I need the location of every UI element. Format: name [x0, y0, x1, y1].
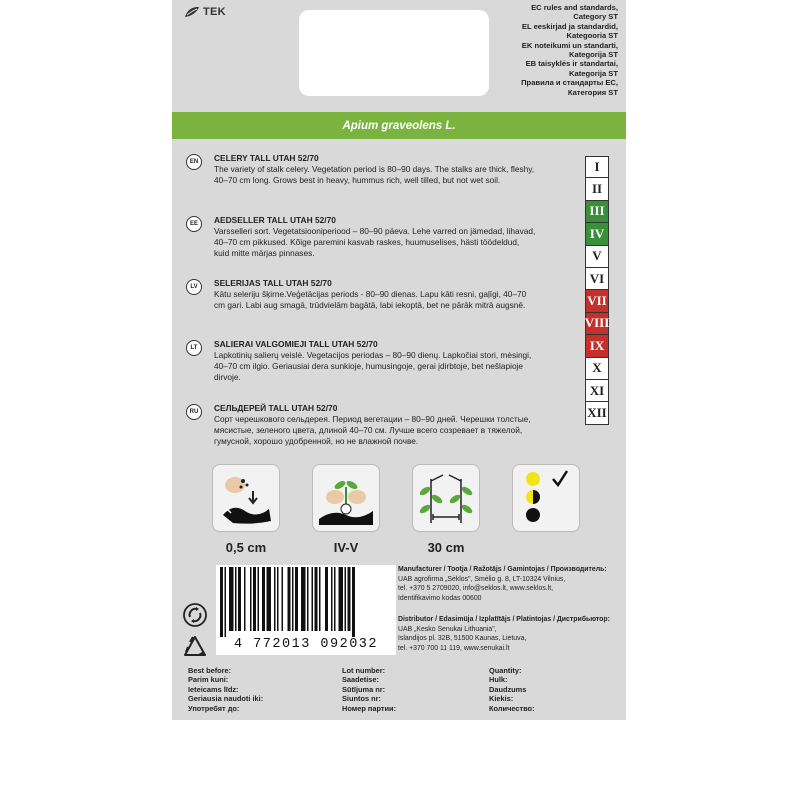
variety-title: СЕЛЬДЕРЕЙ TALL UTAH 52/70 — [214, 403, 338, 413]
lot-number-labels — [342, 666, 396, 713]
footer-label: Количество: — [489, 703, 535, 713]
description-line: гумусной, хорошо удобренной, но не влажной почве. — [214, 436, 419, 447]
best-before-labels — [188, 666, 263, 713]
plant-spacing-icon — [412, 464, 480, 532]
variety-title: SALIERAI VALGOMIEJI TALL UTAH 52/70 — [214, 339, 378, 349]
barcode — [216, 565, 396, 655]
variety-title: SELERIJAS TALL UTAH 52/70 — [214, 278, 332, 288]
footer-label: Parim kuni: — [188, 675, 229, 685]
footer-label: Употребят до: — [188, 703, 240, 713]
footer-label: Ieteicams līdz: — [188, 684, 239, 694]
seed-packet-back — [172, 0, 626, 720]
distributor-line: UAB „Kesko Senukai Lithuania", — [398, 625, 497, 633]
sowing-depth-icon — [212, 464, 280, 532]
month-cell: VIII — [585, 313, 609, 335]
manufacturer-heading: Manufacturer / Tootja / Ražotājs / Gamintojas / Производитель: — [398, 566, 607, 573]
variety-description — [214, 414, 586, 448]
distributor-line: Islandijos pl. 32B, 51500 Kaunas, Lietuva, — [398, 635, 527, 642]
language-badge: LV — [186, 279, 202, 295]
description-line: Varsselleri sort. Vegetatsiooniperiood – 80–90 päeva. Lehe varred on jämedad, lihavad, — [214, 226, 536, 236]
footer-label: Saadetise: — [342, 675, 379, 685]
standards-line: EB taisyklės ir standartai, — [525, 59, 618, 69]
description-line: Сорт черешкового сельдерея. Период вегетации – 80–90 дней. Черешки толстые, — [214, 414, 531, 424]
standards-line: Kategooria ST — [566, 31, 618, 41]
standards-line: EL eeskirjad ja standardid, — [521, 21, 618, 31]
footer-label: Best before: — [188, 666, 232, 675]
species-title: Apium graveolens L. — [342, 119, 456, 132]
description-line: 40–70 cm long. Grows best in heavy, hummus rich, well tilled, but not wet soil. — [214, 175, 501, 186]
month-cell: II — [585, 178, 609, 200]
brand-logo — [184, 6, 226, 18]
footer-label: Номер партии: — [342, 703, 397, 713]
month-cell: V — [585, 246, 609, 268]
language-badge: EN — [186, 154, 202, 170]
planting-month-icon — [312, 464, 380, 532]
barcode-bars — [220, 567, 392, 637]
language-badge: EE — [186, 216, 202, 232]
standards-line: EK noteikumi un standarti, — [521, 40, 618, 50]
standards-line: Category ST — [573, 12, 618, 22]
language-badge: RU — [186, 404, 202, 420]
standards-line: EC rules and standards, — [531, 3, 618, 12]
sowing-calendar — [585, 156, 609, 425]
plant-spacing-caption: 30 cm — [427, 540, 465, 555]
species-title-bar — [172, 112, 626, 139]
language-badge: LT — [186, 340, 202, 356]
variety-description — [214, 164, 586, 186]
month-cell: VI — [585, 268, 609, 290]
variety-description — [214, 289, 586, 311]
footer-label: Daudzums — [489, 684, 527, 694]
manufacturer-line: tel. +370 5 2709020, info@seklos.lt, www.seklos.lt, — [398, 585, 554, 592]
quantity-labels — [489, 666, 535, 713]
footer-label: Sūtījuma nr: — [342, 684, 386, 694]
recycle-circle-icon — [182, 602, 208, 628]
month-cell: III — [585, 201, 609, 223]
brand-name: TEK — [203, 6, 226, 18]
description-line: Kātu seleriju šķirne.Veģetācijas periods - 80–90 dienas. Lapu kāti resni, gaļīgi, 40–70 — [214, 289, 527, 299]
footer-label: Siuntos nr: — [342, 694, 382, 704]
distributor-info — [398, 615, 623, 653]
manufacturer-info — [398, 565, 623, 603]
recycle-triangle-icon — [182, 634, 208, 660]
month-cell: X — [585, 358, 609, 380]
footer-label: Kiekis: — [489, 694, 514, 704]
month-cell: XI — [585, 380, 609, 402]
description-line: 40–70 cm pikkused. Kõige paremini kasvab raskes, huumuselises, hästi töödeldud, — [214, 237, 520, 248]
variety-description — [214, 350, 586, 384]
planting-month-caption: IV-V — [333, 540, 359, 555]
variety-title: AEDSELLER TALL UTAH 52/70 — [214, 215, 336, 225]
distributor-line: tel. +370 700 11 119, www.senukai.lt — [398, 644, 510, 652]
sowing-depth-caption: 0,5 cm — [225, 540, 267, 555]
footer-label: Hulk: — [489, 675, 508, 685]
month-cell: IV — [585, 223, 609, 245]
standards-line: Kategorija ST — [569, 50, 618, 60]
description-line: мясистые, зеленого цвета, длиной 40–70 см. Лучше всего созревает в тяжелой, — [214, 425, 523, 436]
standards-line: Kategorija ST — [569, 68, 618, 78]
month-cell: I — [585, 156, 609, 178]
standards-line: Категория ST — [567, 87, 618, 97]
month-cell: VII — [585, 290, 609, 312]
distributor-heading: Distributor / Edasimüja / Izplatītājs / Platintojas / Дистрибьютор: — [398, 616, 610, 623]
standards-block — [458, 3, 618, 97]
month-cell: IX — [585, 335, 609, 357]
sunlight-icon — [512, 464, 580, 532]
barcode-number: 4 772013 092032 — [233, 637, 379, 652]
manufacturer-line: Identifikavimo kodas 00600 — [398, 594, 482, 602]
footer-label: Lot number: — [342, 666, 386, 675]
description-line: dirvoje. — [214, 372, 241, 383]
tek-leaf-icon — [184, 6, 200, 18]
variety-title: CELERY TALL UTAH 52/70 — [214, 153, 319, 163]
manufacturer-line: UAB agrofirma „Sėklos", Smėlio g. 8, LT-10324 Vilnius, — [398, 575, 566, 583]
description-line: cm gari. Labi aug smagā, trūdvielām bagātā, labi iekoptā, bet ne pārāk mitrā augsnē. — [214, 300, 526, 311]
description-line: 40–70 cm ilgio. Geriausiai dera sunkioje, humusingoje, gerai įdirbtoje, bet nešlapioje — [214, 361, 524, 372]
standards-line: Правила и стандарты ЕС, — [521, 78, 618, 88]
month-cell: XII — [585, 402, 609, 424]
description-line: Lapkotinių salierų veislė. Vegetacijos periodas – 80–90 dienų. Lapkočiai stori, mėsingi, — [214, 350, 532, 360]
description-line: kuid mitte märjas pinnases. — [214, 248, 315, 259]
footer-label: Geriausia naudoti iki: — [188, 694, 264, 704]
footer-label: Quantity: — [489, 666, 522, 675]
description-line: The variety of stalk celery. Vegetation period is 80–90 days. The stalks are thick, fleshy, — [214, 164, 535, 174]
variety-description — [214, 226, 586, 260]
